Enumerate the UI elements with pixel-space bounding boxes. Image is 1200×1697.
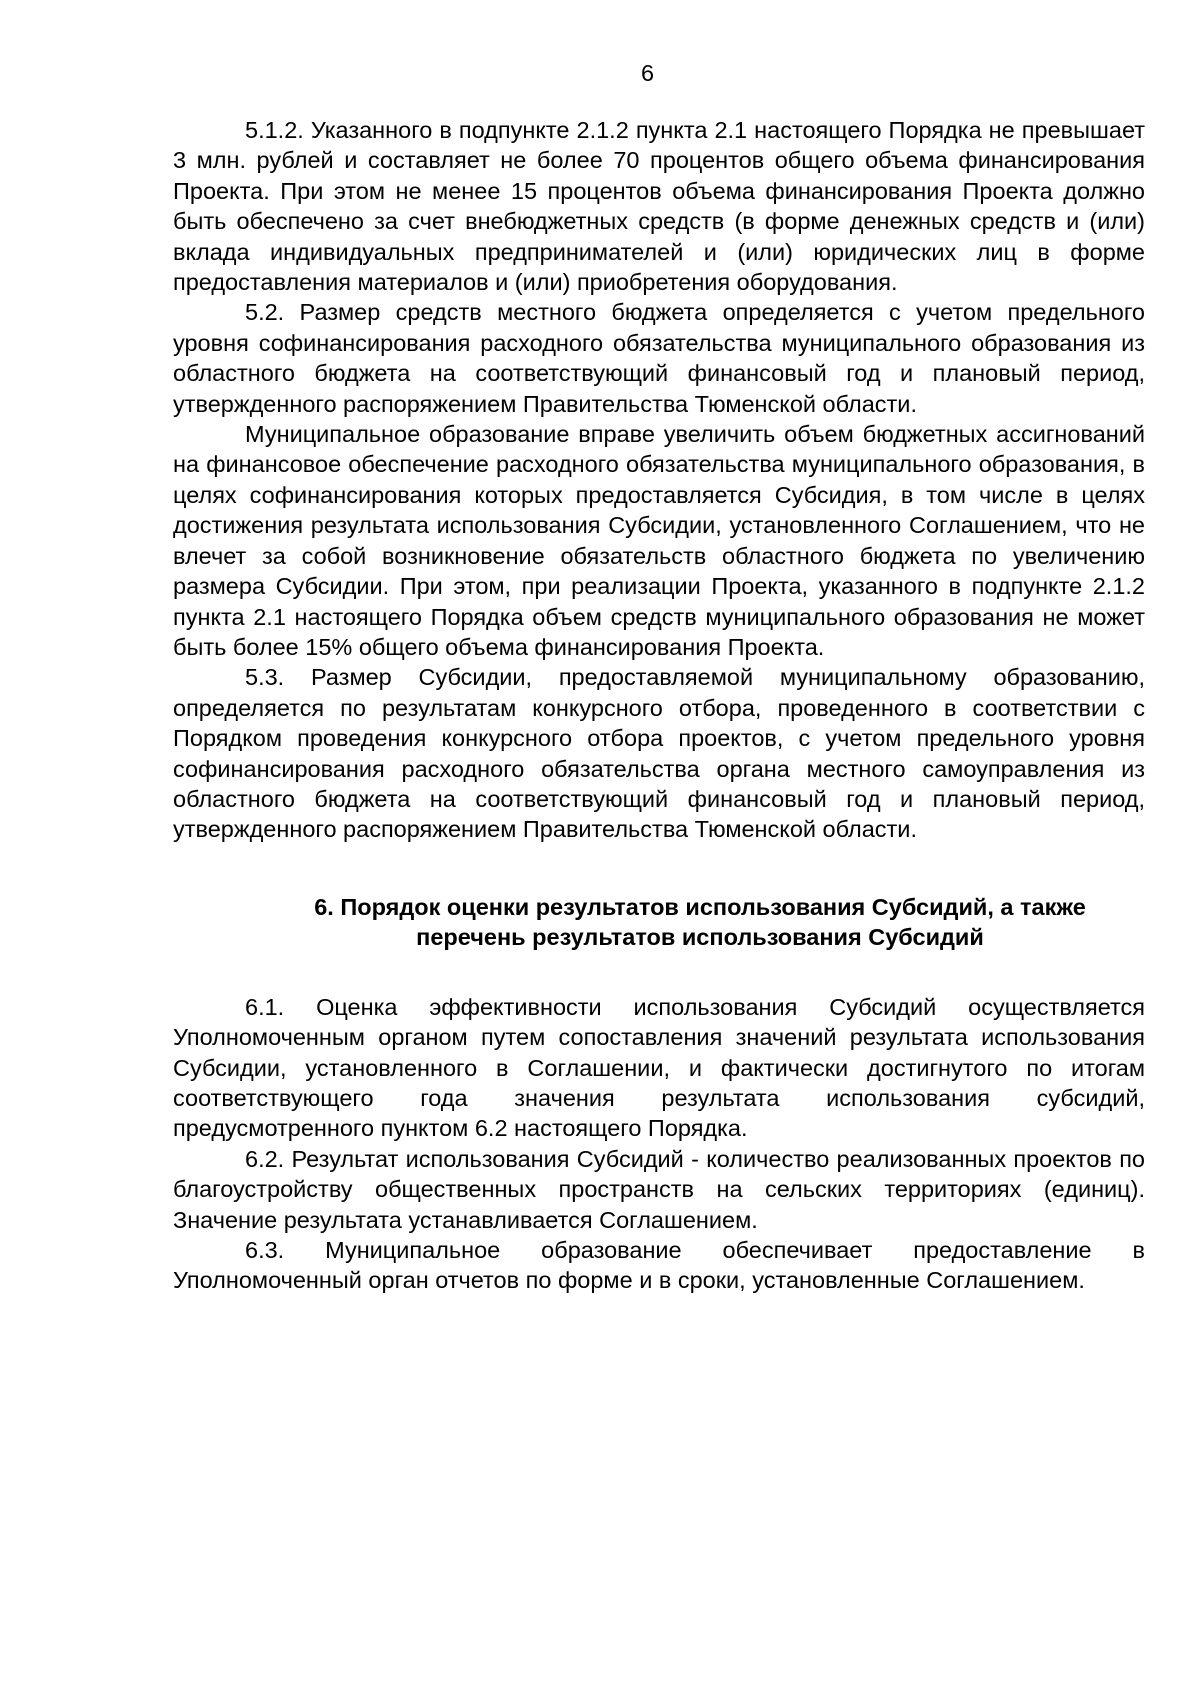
section-6-heading-line-2: перечень результатов использования Субсидий: [416, 923, 984, 950]
page-number: 6: [640, 60, 655, 86]
document-body: [173, 115, 1145, 1296]
section-6-heading-line-1: 6. Порядок оценки результатов использования Субсидий, а также: [314, 893, 1086, 920]
paragraph-5-3: 5.3. Размер Субсидии, предоставляемой муниципальному образованию, определяется по результатам конкурсного отбора, проведенного в соответствии с Порядком проведения конкурсного отбора проектов, с учетом предельного уровня софинансирования расходного обязательства органа местного самоуправления из областного бюджета на соответствующий финансовый год и плановый период, утвержденного распоряжением Правительства Тюменской области.: [173, 664, 1145, 843]
paragraph-6-2: 6.2. Результат использования Субсидий - количество реализованных проектов по благоустройству общественных пространств на сельских территориях (единиц). Значение результата устанавливается Соглашением.: [173, 1145, 1145, 1233]
section-6-heading: [255, 892, 1145, 952]
paragraph-5-2: 5.2. Размер средств местного бюджета определяется с учетом предельного уровня софинансирования расходного обязательства муниципального образования из областного бюджета на соответствующий финансовый год и плановый период, утвержденного распоряжением Правительства Тюменской области.: [173, 299, 1145, 417]
paragraph-5-2-continued: Муниципальное образование вправе увеличить объем бюджетных ассигнований на финансовое обеспечение расходного обязательства муниципального образования, в целях софинансирования которых предоставляется Субсидия, в том числе в целях достижения результата использования Субсидии, установленного Соглашением, что не влечет за собой возникновение обязательств областного бюджета по увеличению размера Субсидии. При этом, при реализации Проекта, указанного в подпункте 2.1.2 пункта 2.1 настоящего Порядка объем средств муниципального образования не может быть более 15% общего объема финансирования Проекта.: [173, 421, 1145, 660]
paragraph-6-1: 6.1. Оценка эффективности использования Субсидий осуществляется Уполномоченным органом путем сопоставления значений результата использования Субсидии, установленного в Соглашении, и фактически достигнутого по итогам соответствующего года значения результата использования субсидий, предусмотренного пунктом 6.2 настоящего Порядка.: [173, 993, 1145, 1142]
paragraph-6-3: 6.3. Муниципальное образование обеспечивает предоставление в Уполномоченный орган отчетов по форме и в сроки, установленные Соглашением.: [173, 1237, 1145, 1294]
paragraph-5-1-2: 5.1.2. Указанного в подпункте 2.1.2 пункта 2.1 настоящего Порядка не превышает 3 млн. рублей и составляет не более 70 процентов общего объема финансирования Проекта. При этом не менее 15 процентов объема финансирования Проекта должно быть обеспечено за счет внебюджетных средств (в форме денежных средств и (или) вклада индивидуальных предпринимателей и (или) юридических лиц в форме предоставления материалов и (или) приобретения оборудования.: [173, 117, 1145, 296]
